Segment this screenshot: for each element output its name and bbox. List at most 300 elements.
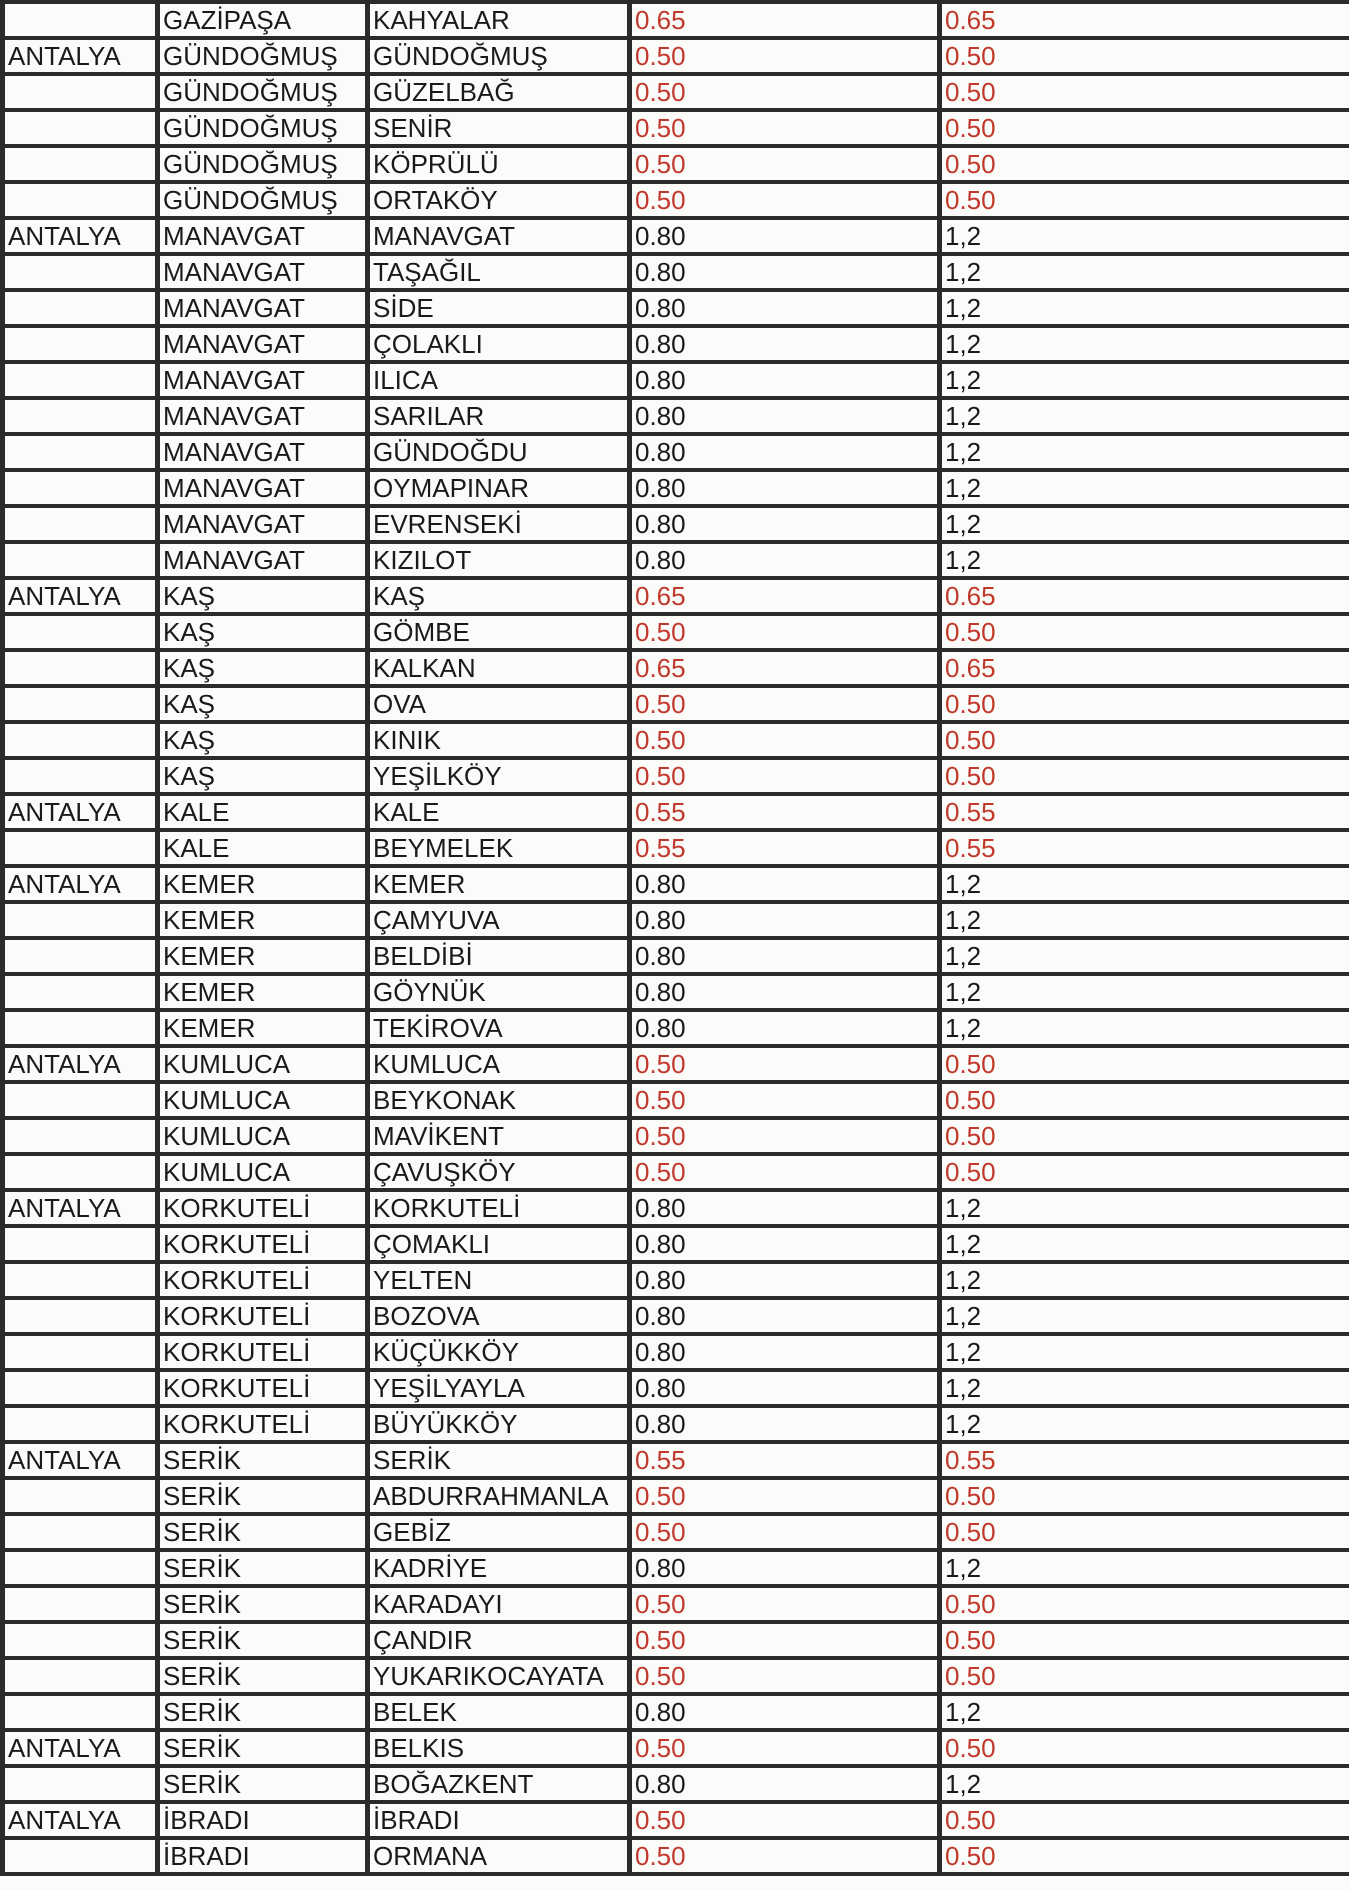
- province-cell: ANTALYA: [3, 578, 158, 614]
- district-cell: KORKUTELİ: [158, 1190, 368, 1226]
- province-cell: [3, 1082, 158, 1118]
- rate-a-cell: 0.80: [630, 1766, 940, 1802]
- table-row: [3, 758, 1349, 794]
- rate-b-cell: 0.50: [940, 1586, 1349, 1622]
- table-row: [3, 146, 1349, 182]
- table-row: [3, 1550, 1349, 1586]
- district-cell: KEMER: [158, 1010, 368, 1046]
- locality-cell: ILICA: [368, 362, 630, 398]
- rate-b-cell: 0.65: [940, 650, 1349, 686]
- table-row: [3, 1766, 1349, 1802]
- rate-a-cell: 0.50: [630, 1730, 940, 1766]
- district-cell: MANAVGAT: [158, 398, 368, 434]
- locality-cell: ORMANA: [368, 1838, 630, 1874]
- province-cell: [3, 614, 158, 650]
- table-row: [3, 1838, 1349, 1874]
- province-cell: [3, 182, 158, 218]
- district-cell: KORKUTELİ: [158, 1298, 368, 1334]
- rate-a-cell: 0.80: [630, 470, 940, 506]
- locality-cell: ÇAMYUVA: [368, 902, 630, 938]
- locality-cell: KÖPRÜLÜ: [368, 146, 630, 182]
- province-cell: [3, 1406, 158, 1442]
- province-cell: ANTALYA: [3, 1190, 158, 1226]
- table-row: [3, 1226, 1349, 1262]
- rate-b-cell: 1,2: [940, 1406, 1349, 1442]
- locality-cell: TEKİROVA: [368, 1010, 630, 1046]
- district-cell: KALE: [158, 830, 368, 866]
- rate-a-cell: 0.65: [630, 2, 940, 38]
- province-cell: [3, 254, 158, 290]
- locality-cell: GEBİZ: [368, 1514, 630, 1550]
- province-cell: [3, 1010, 158, 1046]
- locality-cell: ÇOLAKLI: [368, 326, 630, 362]
- province-cell: [3, 1586, 158, 1622]
- district-cell: MANAVGAT: [158, 470, 368, 506]
- rate-a-cell: 0.80: [630, 1550, 940, 1586]
- rate-b-cell: 0.55: [940, 794, 1349, 830]
- locality-cell: SENİR: [368, 110, 630, 146]
- locality-cell: KARADAYI: [368, 1586, 630, 1622]
- rate-a-cell: 0.80: [630, 434, 940, 470]
- rate-b-cell: 0.50: [940, 722, 1349, 758]
- rate-b-cell: 1,2: [940, 1370, 1349, 1406]
- rate-b-cell: 0.50: [940, 614, 1349, 650]
- table-row: [3, 1370, 1349, 1406]
- rate-b-cell: 0.50: [940, 1802, 1349, 1838]
- province-cell: ANTALYA: [3, 1802, 158, 1838]
- province-cell: [3, 686, 158, 722]
- table-row: [3, 182, 1349, 218]
- table-row: [3, 1514, 1349, 1550]
- district-cell: KAŞ: [158, 650, 368, 686]
- locality-cell: ÇANDIR: [368, 1622, 630, 1658]
- table-body: [3, 2, 1349, 1874]
- district-cell: SERİK: [158, 1442, 368, 1478]
- locality-cell: SARILAR: [368, 398, 630, 434]
- rate-a-cell: 0.80: [630, 362, 940, 398]
- table-row: [3, 866, 1349, 902]
- province-cell: [3, 1550, 158, 1586]
- district-cell: KEMER: [158, 902, 368, 938]
- rate-a-cell: 0.55: [630, 1442, 940, 1478]
- rate-a-cell: 0.55: [630, 830, 940, 866]
- rate-a-cell: 0.50: [630, 1082, 940, 1118]
- rate-b-cell: 1,2: [940, 1334, 1349, 1370]
- province-cell: [3, 326, 158, 362]
- rate-a-cell: 0.50: [630, 1046, 940, 1082]
- province-cell: [3, 362, 158, 398]
- rate-b-cell: 1,2: [940, 254, 1349, 290]
- rate-a-cell: 0.50: [630, 182, 940, 218]
- table-row: [3, 254, 1349, 290]
- locality-cell: KUMLUCA: [368, 1046, 630, 1082]
- rate-b-cell: 1,2: [940, 974, 1349, 1010]
- rate-a-cell: 0.50: [630, 722, 940, 758]
- district-cell: MANAVGAT: [158, 254, 368, 290]
- locality-cell: KORKUTELİ: [368, 1190, 630, 1226]
- district-cell: KAŞ: [158, 614, 368, 650]
- district-cell: MANAVGAT: [158, 542, 368, 578]
- rate-a-cell: 0.80: [630, 1298, 940, 1334]
- locality-cell: KALE: [368, 794, 630, 830]
- province-cell: [3, 434, 158, 470]
- district-cell: SERİK: [158, 1622, 368, 1658]
- rate-a-cell: 0.80: [630, 218, 940, 254]
- rate-b-cell: 0.50: [940, 1730, 1349, 1766]
- province-cell: ANTALYA: [3, 38, 158, 74]
- district-cell: KUMLUCA: [158, 1082, 368, 1118]
- rate-b-cell: 0.50: [940, 74, 1349, 110]
- district-cell: KAŞ: [158, 758, 368, 794]
- locality-cell: BEYMELEK: [368, 830, 630, 866]
- locality-cell: İBRADI: [368, 1802, 630, 1838]
- province-cell: [3, 1298, 158, 1334]
- province-cell: [3, 1334, 158, 1370]
- locality-cell: KAŞ: [368, 578, 630, 614]
- province-cell: [3, 1766, 158, 1802]
- table-row: [3, 1442, 1349, 1478]
- province-cell: [3, 1226, 158, 1262]
- table-row: [3, 1406, 1349, 1442]
- district-cell: KORKUTELİ: [158, 1406, 368, 1442]
- province-cell: [3, 1694, 158, 1730]
- rate-a-cell: 0.50: [630, 146, 940, 182]
- locality-cell: KEMER: [368, 866, 630, 902]
- district-cell: GÜNDOĞMUŞ: [158, 74, 368, 110]
- province-cell: [3, 1658, 158, 1694]
- locality-cell: GÖYNÜK: [368, 974, 630, 1010]
- district-cell: KORKUTELİ: [158, 1262, 368, 1298]
- rate-b-cell: 0.50: [940, 1154, 1349, 1190]
- locality-cell: KIZILOT: [368, 542, 630, 578]
- table-row: [3, 434, 1349, 470]
- province-cell: [3, 110, 158, 146]
- locality-cell: MAVİKENT: [368, 1118, 630, 1154]
- locality-cell: SİDE: [368, 290, 630, 326]
- rate-b-cell: 1,2: [940, 1298, 1349, 1334]
- rate-b-cell: 0.55: [940, 830, 1349, 866]
- district-cell: SERİK: [158, 1730, 368, 1766]
- district-cell: İBRADI: [158, 1838, 368, 1874]
- table-row: [3, 2, 1349, 38]
- rate-b-cell: 1,2: [940, 1010, 1349, 1046]
- table-row: [3, 470, 1349, 506]
- locality-cell: YEŞİLKÖY: [368, 758, 630, 794]
- district-cell: MANAVGAT: [158, 290, 368, 326]
- district-cell: KAŞ: [158, 578, 368, 614]
- district-cell: İBRADI: [158, 1802, 368, 1838]
- rate-a-cell: 0.65: [630, 578, 940, 614]
- province-cell: [3, 506, 158, 542]
- table-row: [3, 614, 1349, 650]
- province-cell: [3, 830, 158, 866]
- table-row: [3, 218, 1349, 254]
- table-row: [3, 938, 1349, 974]
- district-cell: SERİK: [158, 1658, 368, 1694]
- table-row: [3, 650, 1349, 686]
- district-cell: KUMLUCA: [158, 1046, 368, 1082]
- province-cell: ANTALYA: [3, 1442, 158, 1478]
- rate-b-cell: 0.50: [940, 182, 1349, 218]
- district-cell: KEMER: [158, 866, 368, 902]
- rate-a-cell: 0.80: [630, 326, 940, 362]
- locality-cell: TAŞAĞIL: [368, 254, 630, 290]
- rate-b-cell: 0.50: [940, 758, 1349, 794]
- rate-a-cell: 0.50: [630, 758, 940, 794]
- locality-cell: KADRİYE: [368, 1550, 630, 1586]
- district-cell: KAŞ: [158, 722, 368, 758]
- table-row: [3, 1082, 1349, 1118]
- district-cell: MANAVGAT: [158, 362, 368, 398]
- table-row: [3, 1010, 1349, 1046]
- rate-b-cell: 0.50: [940, 1622, 1349, 1658]
- province-cell: ANTALYA: [3, 866, 158, 902]
- province-cell: [3, 1118, 158, 1154]
- locality-cell: GÜNDOĞMUŞ: [368, 38, 630, 74]
- province-cell: [3, 398, 158, 434]
- table-row: [3, 1298, 1349, 1334]
- table-row: [3, 1730, 1349, 1766]
- rate-a-cell: 0.50: [630, 1838, 940, 1874]
- rate-a-cell: 0.50: [630, 1514, 940, 1550]
- province-cell: [3, 74, 158, 110]
- table-row: [3, 74, 1349, 110]
- locality-cell: KINIK: [368, 722, 630, 758]
- table-row: [3, 1622, 1349, 1658]
- locality-cell: KÜÇÜKKÖY: [368, 1334, 630, 1370]
- rate-a-cell: 0.50: [630, 1478, 940, 1514]
- rate-b-cell: 0.50: [940, 38, 1349, 74]
- district-cell: KUMLUCA: [158, 1118, 368, 1154]
- district-cell: KEMER: [158, 938, 368, 974]
- rate-a-cell: 0.80: [630, 1262, 940, 1298]
- locality-cell: MANAVGAT: [368, 218, 630, 254]
- rate-a-cell: 0.80: [630, 398, 940, 434]
- rate-b-cell: 1,2: [940, 290, 1349, 326]
- locality-cell: BOĞAZKENT: [368, 1766, 630, 1802]
- rate-a-cell: 0.80: [630, 938, 940, 974]
- locality-cell: ORTAKÖY: [368, 182, 630, 218]
- rate-b-cell: 1,2: [940, 326, 1349, 362]
- province-cell: [3, 1514, 158, 1550]
- rate-b-cell: 0.50: [940, 1838, 1349, 1874]
- locality-cell: GÖMBE: [368, 614, 630, 650]
- table-row: [3, 1586, 1349, 1622]
- province-cell: [3, 902, 158, 938]
- province-cell: ANTALYA: [3, 218, 158, 254]
- locality-cell: SERİK: [368, 1442, 630, 1478]
- rate-b-cell: 1,2: [940, 1550, 1349, 1586]
- table-row: [3, 1334, 1349, 1370]
- rate-b-cell: 1,2: [940, 1226, 1349, 1262]
- rate-a-cell: 0.50: [630, 1622, 940, 1658]
- district-cell: KORKUTELİ: [158, 1334, 368, 1370]
- table-row: [3, 398, 1349, 434]
- locality-cell: ÇOMAKLI: [368, 1226, 630, 1262]
- rate-b-cell: 0.50: [940, 1082, 1349, 1118]
- rate-b-cell: 0.55: [940, 1442, 1349, 1478]
- rate-b-cell: 1,2: [940, 1262, 1349, 1298]
- rate-b-cell: 1,2: [940, 1766, 1349, 1802]
- rate-b-cell: 1,2: [940, 434, 1349, 470]
- district-cell: KORKUTELİ: [158, 1370, 368, 1406]
- rate-a-cell: 0.80: [630, 1406, 940, 1442]
- district-cell: GÜNDOĞMUŞ: [158, 146, 368, 182]
- district-cell: SERİK: [158, 1514, 368, 1550]
- locality-cell: BELEK: [368, 1694, 630, 1730]
- table-row: [3, 578, 1349, 614]
- table-row: [3, 38, 1349, 74]
- locality-cell: BOZOVA: [368, 1298, 630, 1334]
- rate-a-cell: 0.50: [630, 1154, 940, 1190]
- district-cell: SERİK: [158, 1586, 368, 1622]
- rate-a-cell: 0.80: [630, 1694, 940, 1730]
- rate-b-cell: 0.50: [940, 110, 1349, 146]
- province-cell: [3, 1262, 158, 1298]
- province-cell: [3, 470, 158, 506]
- rate-b-cell: 1,2: [940, 866, 1349, 902]
- district-cell: KEMER: [158, 974, 368, 1010]
- district-cell: MANAVGAT: [158, 434, 368, 470]
- province-cell: ANTALYA: [3, 1730, 158, 1766]
- rate-a-cell: 0.80: [630, 290, 940, 326]
- rate-b-cell: 1,2: [940, 470, 1349, 506]
- district-cell: SERİK: [158, 1694, 368, 1730]
- district-cell: MANAVGAT: [158, 506, 368, 542]
- province-cell: [3, 2, 158, 38]
- table-row: [3, 1262, 1349, 1298]
- table-row: [3, 686, 1349, 722]
- rate-a-cell: 0.80: [630, 866, 940, 902]
- rate-b-cell: 1,2: [940, 902, 1349, 938]
- district-cell: KALE: [158, 794, 368, 830]
- rate-b-cell: 1,2: [940, 218, 1349, 254]
- rate-a-cell: 0.80: [630, 1010, 940, 1046]
- province-cell: ANTALYA: [3, 794, 158, 830]
- rate-a-cell: 0.50: [630, 614, 940, 650]
- locality-cell: ÇAVUŞKÖY: [368, 1154, 630, 1190]
- locality-cell: YEŞİLYAYLA: [368, 1370, 630, 1406]
- rate-b-cell: 0.50: [940, 1046, 1349, 1082]
- table-row: [3, 902, 1349, 938]
- rate-a-cell: 0.80: [630, 1226, 940, 1262]
- rate-a-cell: 0.50: [630, 38, 940, 74]
- rate-a-cell: 0.80: [630, 974, 940, 1010]
- province-cell: [3, 1370, 158, 1406]
- rate-a-cell: 0.80: [630, 254, 940, 290]
- locality-cell: GÜZELBAĞ: [368, 74, 630, 110]
- province-cell: [3, 1838, 158, 1874]
- rate-a-cell: 0.50: [630, 110, 940, 146]
- rate-a-cell: 0.50: [630, 686, 940, 722]
- rate-b-cell: 1,2: [940, 1190, 1349, 1226]
- rate-b-cell: 0.50: [940, 1118, 1349, 1154]
- locality-cell: KALKAN: [368, 650, 630, 686]
- locality-cell: BEYKONAK: [368, 1082, 630, 1118]
- province-cell: [3, 974, 158, 1010]
- table-row: [3, 1154, 1349, 1190]
- table-row: [3, 326, 1349, 362]
- province-cell: [3, 938, 158, 974]
- rate-b-cell: 0.50: [940, 146, 1349, 182]
- table-row: [3, 542, 1349, 578]
- table-row: [3, 1190, 1349, 1226]
- table-row: [3, 830, 1349, 866]
- district-cell: SERİK: [158, 1550, 368, 1586]
- rate-b-cell: 0.50: [940, 1658, 1349, 1694]
- rate-a-cell: 0.55: [630, 794, 940, 830]
- rate-a-cell: 0.50: [630, 74, 940, 110]
- province-cell: [3, 1478, 158, 1514]
- locality-cell: KAHYALAR: [368, 2, 630, 38]
- district-cell: SERİK: [158, 1478, 368, 1514]
- rate-a-cell: 0.50: [630, 1586, 940, 1622]
- rate-b-cell: 0.50: [940, 1514, 1349, 1550]
- rate-b-cell: 0.50: [940, 1478, 1349, 1514]
- table-row: [3, 1694, 1349, 1730]
- rate-b-cell: 1,2: [940, 542, 1349, 578]
- table-row: [3, 110, 1349, 146]
- rate-a-cell: 0.50: [630, 1802, 940, 1838]
- table-row: [3, 1658, 1349, 1694]
- rate-a-cell: 0.80: [630, 1334, 940, 1370]
- district-cell: GAZİPAŞA: [158, 2, 368, 38]
- province-cell: [3, 758, 158, 794]
- rate-b-cell: 1,2: [940, 506, 1349, 542]
- district-cell: KUMLUCA: [158, 1154, 368, 1190]
- province-cell: [3, 1622, 158, 1658]
- locality-cell: ABDURRAHMANLA: [368, 1478, 630, 1514]
- district-cell: MANAVGAT: [158, 218, 368, 254]
- table-row: [3, 506, 1349, 542]
- rate-a-cell: 0.80: [630, 542, 940, 578]
- province-cell: [3, 650, 158, 686]
- locality-cell: GÜNDOĞDU: [368, 434, 630, 470]
- locality-cell: BELKIS: [368, 1730, 630, 1766]
- rate-b-cell: 1,2: [940, 1694, 1349, 1730]
- table-row: [3, 362, 1349, 398]
- district-cell: GÜNDOĞMUŞ: [158, 38, 368, 74]
- province-cell: ANTALYA: [3, 1046, 158, 1082]
- locality-cell: OVA: [368, 686, 630, 722]
- rate-a-cell: 0.80: [630, 1370, 940, 1406]
- province-cell: [3, 146, 158, 182]
- province-cell: [3, 722, 158, 758]
- rate-b-cell: 1,2: [940, 362, 1349, 398]
- table-row: [3, 794, 1349, 830]
- table-row: [3, 722, 1349, 758]
- rate-a-cell: 0.50: [630, 1118, 940, 1154]
- table-row: [3, 1118, 1349, 1154]
- province-cell: [3, 542, 158, 578]
- district-cell: KORKUTELİ: [158, 1226, 368, 1262]
- table-row: [3, 290, 1349, 326]
- locality-cell: YUKARIKOCAYATA: [368, 1658, 630, 1694]
- district-cell: MANAVGAT: [158, 326, 368, 362]
- rate-a-cell: 0.80: [630, 1190, 940, 1226]
- table-row: [3, 1046, 1349, 1082]
- table-row: [3, 974, 1349, 1010]
- locality-cell: BELDİBİ: [368, 938, 630, 974]
- province-cell: [3, 290, 158, 326]
- table-row: [3, 1802, 1349, 1838]
- locality-cell: BÜYÜKKÖY: [368, 1406, 630, 1442]
- rate-a-cell: 0.50: [630, 1658, 940, 1694]
- rate-a-cell: 0.80: [630, 902, 940, 938]
- locality-cell: EVRENSEKİ: [368, 506, 630, 542]
- province-cell: [3, 1154, 158, 1190]
- rate-a-cell: 0.65: [630, 650, 940, 686]
